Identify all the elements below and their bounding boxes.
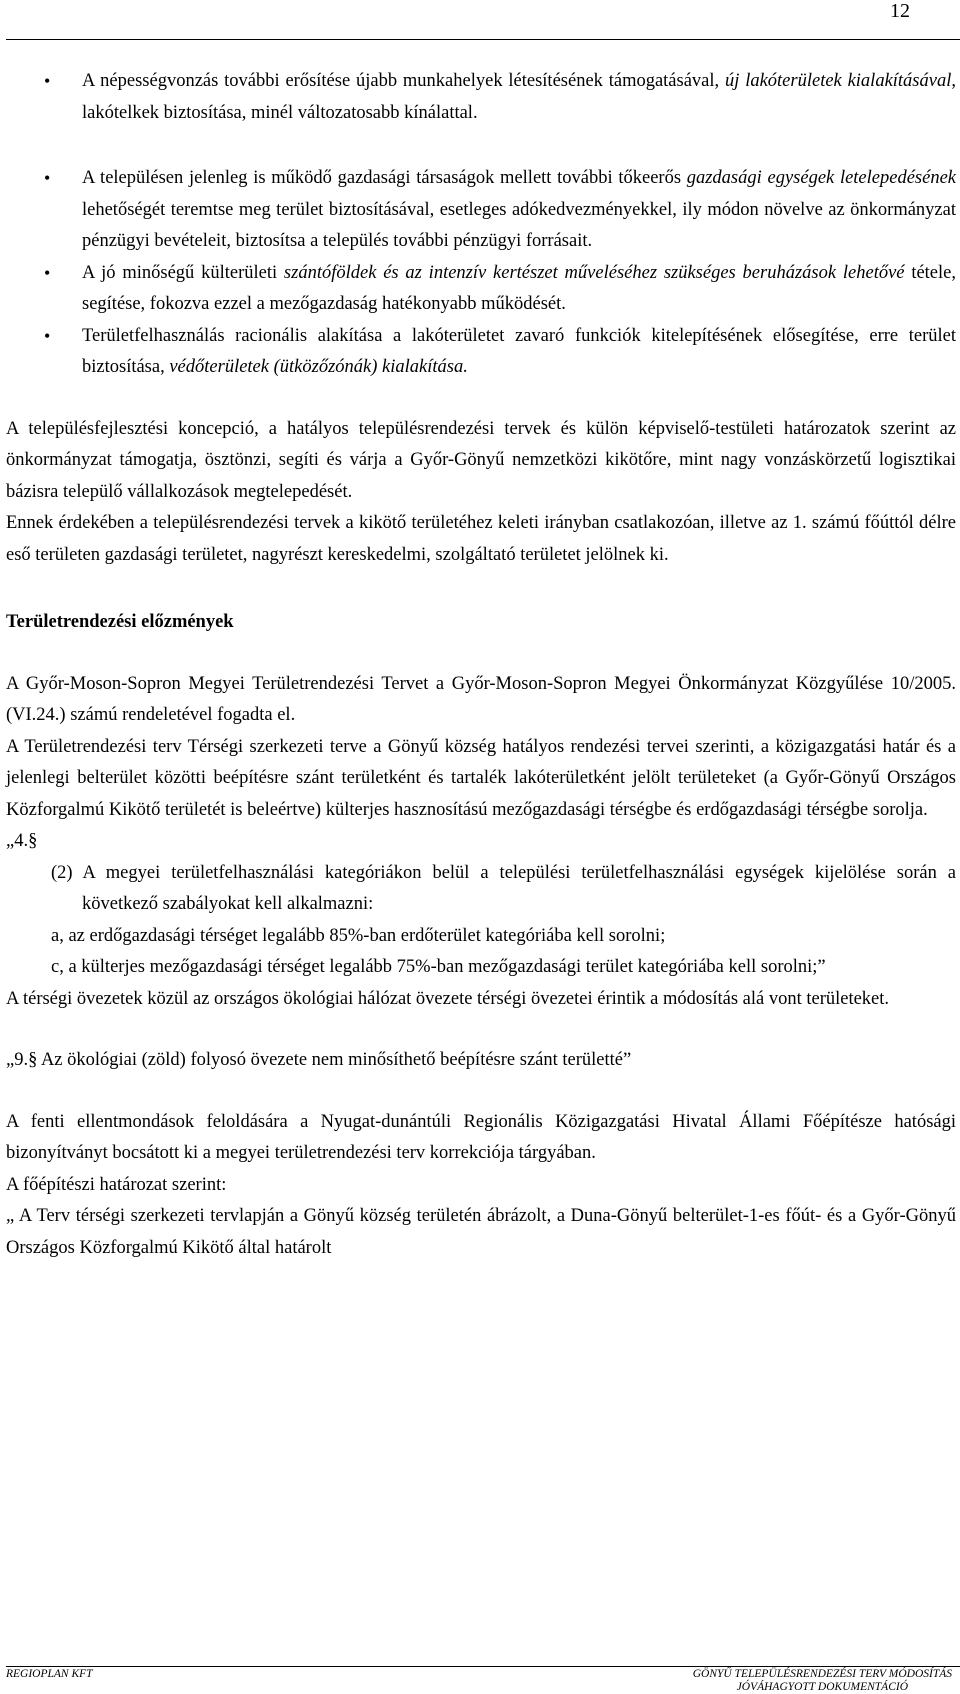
subsection-number: (2) <box>51 862 83 883</box>
quote-section-9: „9.§ Az ökológiai (zöld) folyosó övezete nem minősíthető beépítésre szánt területté” <box>6 1050 632 1070</box>
text-run: , lakótelkek biztosítása, minél változatosabb kínálattal. <box>82 71 956 123</box>
paragraph-decision-intro: A főépítészi határozat szerint: <box>6 1174 227 1195</box>
document-body <box>6 66 956 1264</box>
text-run: lehetőségét teremtse meg terület biztosításával, esetleges adókedvezményekkel, ily módon növelve az önkormányzat pénzügyi bevételeit, biztosítsa a település további pénzügyi forrásait. <box>82 199 956 251</box>
quote-subsection-2 <box>6 858 956 921</box>
footer-document-title <box>693 1668 952 1694</box>
goal-bullet-list <box>6 66 956 384</box>
emphasized-text: szántóföldek és az intenzív kertészet műveléséhez szükséges beruházások lehetővé <box>283 262 905 283</box>
text-run: tétele, segítése, fokozva ezzel a mezőgazdaság hatékonyabb működését. <box>82 262 956 314</box>
paragraph-plans: Ennek érdekében a településrendezési tervek a kikötő területéhez keleti irányban csatlakozóan, illetve az 1. számú főúttól délre eső területen gazdasági területet, nagyrészt kereskedelmi, szolgáltató területet jelölnek ki. <box>6 513 956 565</box>
emphasized-text: védőterületek (ütközőzónák) kialakítása. <box>169 357 468 377</box>
paragraph-decision-quote: „ A Terv térségi szerkezeti tervlapján a Gönyű község területén ábrázolt, a Duna-Gönyű belterület-1-es főút- és a Győr-Gönyű Országos Közforgalmú Kikötő által határolt <box>6 1206 956 1258</box>
bullet-item <box>6 66 956 129</box>
text-run: A jó minőségű külterületi <box>82 262 284 283</box>
footer-subtitle-line: JÓVÁHAGYOTT DOKUMENTÁCIÓ <box>736 1681 909 1693</box>
bullet-item <box>6 163 956 258</box>
paragraph-ecological-zones: A térségi övezetek közül az országos ökológiai hálózat övezete térségi övezetei érintik a módosítás alá vont területeket. <box>6 988 890 1009</box>
emphasized-text: új lakóterületek kialakításával <box>724 71 952 91</box>
subsection-text: A megyei területfelhasználási kategóriákon belül a települési területfelhasználási egységek kijelölése során a következő szabályokat kell alkalmazni: <box>82 862 956 914</box>
emphasized-text: gazdasági egységek letelepedésének <box>686 168 957 188</box>
text-run: A településen jelenleg is működő gazdasági társaságok mellett további tőkeerős <box>82 168 687 188</box>
paragraph-county-plan: A Győr-Moson-Sopron Megyei Területrendezési Tervet a Győr-Moson-Sopron Megyei Önkormányzat Közgyűlése 10/2005.(VI.24.) számú rendeletével fogadta el. <box>6 673 956 725</box>
footer-rule <box>6 1666 960 1667</box>
footer-title-line: GÖNYŰ TELEPÜLÉSRENDEZÉSI TERV MÓDOSÍTÁS <box>692 1668 952 1680</box>
text-run: A népességvonzás további erősítése újabb munkahelyek létesítésének támogatásával, <box>82 71 725 91</box>
paragraph-concept: A településfejlesztési koncepció, a hatályos településrendezési tervek és külön képviselő-testületi határozatok szerint az önkormányzat támogatja, ösztönzi, segíti és várja a Győr-Gönyű nemzetközi kikötőre, mint nagy vonzáskörzetű logisztikai bázisra települő vállalkozások megtelepedését. <box>6 418 956 502</box>
quote-section-4: „4.§ <box>6 831 38 851</box>
section-heading: Területrendezési előzmények <box>6 612 234 632</box>
page-number: 12 <box>890 0 910 22</box>
bullet-item <box>6 321 956 384</box>
paragraph-structure-plan: A Területrendezési terv Térségi szerkezeti terve a Gönyű község hatályos rendezési tervei szerinti, a közigazgatási határ és a jelenlegi belterület közötti beépítésre szánt területként és tartalék lakóterületként jelölt területeket (a Győr-Gönyű Országos Közforgalmú Kikötő területét is beleértve) külterjes hasznosítású mezőgazdasági térségbe és erdőgazdasági térségbe sorolja. <box>6 736 956 820</box>
footer-company: REGIOPLAN KFT <box>6 1668 93 1680</box>
paragraph-resolution: A fenti ellentmondások feloldására a Nyugat-dunántúli Regionális Közigazgatási Hivatal Állami Főépítésze hatósági bizonyítványt bocsátott ki a megyei területrendezési terv korrekciója tárgyában. <box>6 1111 956 1163</box>
quote-item-a: a, az erdőgazdasági térséget legalább 85%-ban erdőterület kategóriába kell sorolni; <box>51 925 666 946</box>
quote-item-c: c, a külterjes mezőgazdasági térséget legalább 75%-ban mezőgazdasági terület kategóriába kell sorolni;” <box>51 957 826 977</box>
bullet-item <box>6 258 956 321</box>
header-rule <box>6 39 960 40</box>
text-run: Területfelhasználás racionális alakítása a lakóterületet zavaró funkciók kitelepítésének elősegítése, erre terület biztosítása, <box>82 325 956 377</box>
